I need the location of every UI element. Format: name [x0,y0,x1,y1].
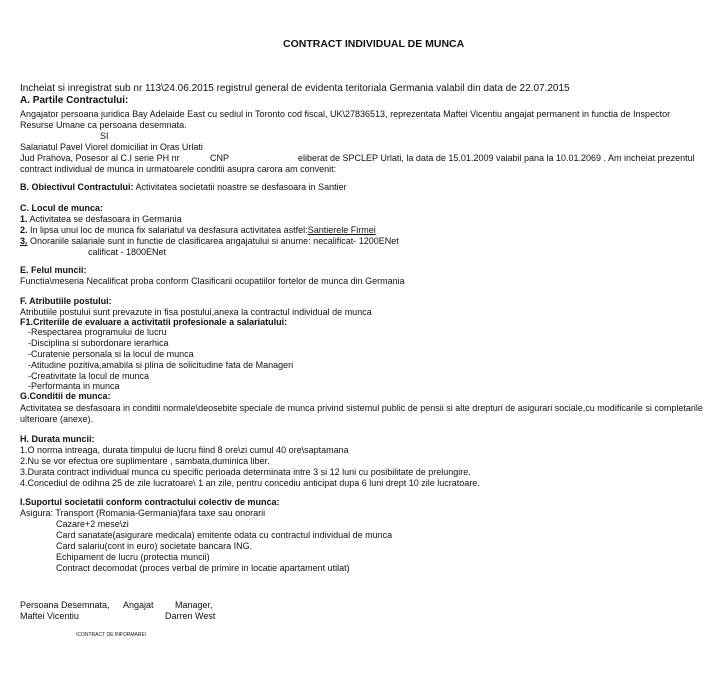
duration-item: 3.Durata contract individual munca cu specific perioada determinata intre 3 si 12 luni cu posibilitate de prelungire. [20,467,471,477]
section-e-text: Functia\meseria Necalificat proba conform Clasificarii ocupatiilor fortelor de munca din Germania [20,276,405,286]
duration-item: 1.O norma intreaga, durata timpului de lucru fiind 8 ore\zi cumul 40 ore\saptamana [20,445,349,455]
section-i-line-1: Asigura: Transport (Romania-Germania)fara taxe sau onorarii [20,508,266,518]
section-b [20,182,347,193]
employer-line-1: Angajator persoana juridica Bay Adelaide East cu sediul in Toronto cod fiscal, UK\27836513, reprezentata Maftei Vicentiu angajat permanent in functia de Inspector [20,109,671,119]
benefit-item: Card sanatate(asigurare medicala) emitente odata cu contractul individual de munca [56,530,393,540]
location-item-3 [20,236,399,247]
section-h-heading: H. Durata muncii: [20,434,95,444]
employee-line-2a: Jud Prahova, Posesor al C.I serie PH nr [20,153,180,163]
criteria-item: -Atitudine pozitiva,amabila si plina de solicitudine fata de Manageri [28,360,294,370]
location-item-3-text: Onorariile salariale sunt in functie de clasificarea angajatului si anume: necalificat- 1200ENet [30,236,399,246]
section-e-heading: E. Felul muncii: [20,265,87,275]
location-item-3-number: 3. [20,236,28,246]
criteria-item: -Performanta in munca [28,381,120,391]
designated-person-name: Maftei Vicentiu [20,611,79,621]
section-f1-heading: F1.Criteriile de evaluare a activitatii profesionale a salariatului: [20,317,288,327]
location-item-1-text: Activitatea se desfasoara in Germania [29,214,182,224]
document-title: CONTRACT INDIVIDUAL DE MUNCA [283,38,465,50]
section-i-heading: I.Suportul societatii conform contractului colectiv de munca: [20,497,280,507]
criteria-item: -Disciplina si subordonare ierarhica [28,338,169,348]
section-g-line-2: ulterioare (anexe). [20,414,94,424]
location-item-1 [20,214,182,225]
location-item-2-text: In lipsa unui loc de munca fix salariatul va desfasura activitatea astfel: [30,225,308,235]
designated-person-label: Persoana Desemnata, [20,600,110,610]
benefit-item: Cazare+2 mese\zi [56,519,129,529]
benefit-item: Card salariu(cont in euro) societate bancara ING. [56,541,253,551]
intro-line: Incheiat si inregistrat sub nr 113\24.06.2015 registrul general de evidenta teritoriala Germania valabil din data de 22.07.2015 [20,83,570,94]
salary-skilled: calificat - 1800ENet [88,247,167,257]
criteria-item: -Respectarea programului de lucru [28,327,167,337]
duration-item: 2.Nu se vor efectua ore suplimentare , sambata,duminica liber. [20,456,270,466]
benefit-item: Contract decomodat (proces verbal de primire in locatie apartament utilat) [56,563,350,573]
section-f-heading: F. Atributiile postului: [20,296,112,306]
manager-label: Manager, [175,600,213,610]
manager-name: Darren West [165,611,216,621]
section-g-heading: G.Conditii de munca: [20,391,111,401]
location-item-1-number: 1. [20,214,28,224]
employee-line-2c: eliberat de SPCLEP Urlati, la data de 15.01.2009 valabil pana la 10.01.2069 . Am incheiat prezentul [298,153,695,163]
santiere-link: Santierele Firmei [307,225,376,235]
employee-line-3: contract individual de munca in urmatoarele conditii asupra carora am convenit: [20,164,337,174]
section-a-heading: A. Partile Contractului: [20,95,129,106]
criteria-item: -Creativitate la locul de munca [28,371,150,381]
duration-item: 4.Concediul de odihna 25 de zile lucratoare\ 1 an zile, pentru concediu anticipat dupa 6 luni drept 10 zile lucratoare. [20,478,480,488]
section-b-heading: B. Obiectivul Contractului: [20,182,134,192]
section-b-text: Activitatea societatii noastre se desfasoara in Santier [135,182,347,192]
employee-line-2b: CNP [210,153,230,163]
benefit-item: Echipament de lucru (protectia muncii) [56,552,210,562]
criteria-item: -Curatenie personala si la locul de munca [28,349,194,359]
location-item-2-number: 2. [20,225,28,235]
section-f-text: Atributiile postului sunt prevazute in fisa postului,anexa la contractul individual de munca [20,307,372,317]
employee-signature-label: Angajat [123,600,154,610]
section-c-heading: C. Locul de munca: [20,203,104,213]
employee-line-1: Salariatul Pavel Viorel domiciliat in Oras Urlati [20,142,203,152]
section-g-line-1: Activitatea se desfasoara in conditii normale\deosebite speciale de munca privind sistemul public de pensii si alte drepturi de asigurari sociale,cu modificarile si completarile [20,403,703,413]
location-item-2 [20,225,376,236]
si-text: SI [100,131,109,141]
footer-note: \CONTRACT DE INFORMARE\ [76,632,147,638]
employer-line-2: Resurse Umane ca persoana desemnata. [20,120,187,130]
